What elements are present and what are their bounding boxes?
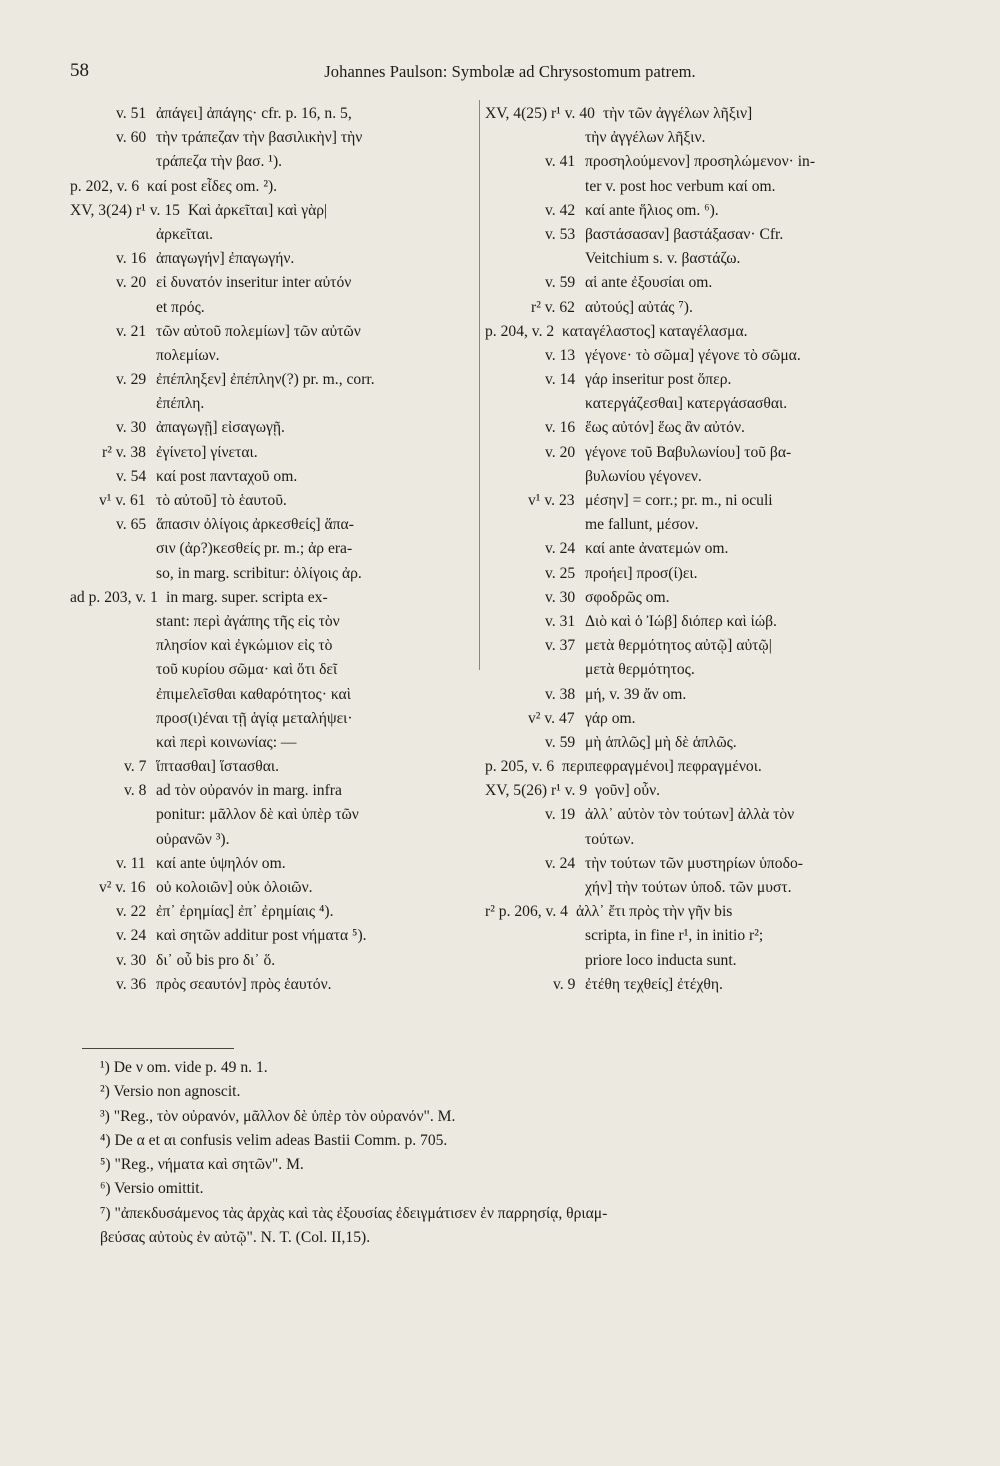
apparatus-line bbox=[70, 199, 470, 223]
line-reference: v. 24 bbox=[116, 927, 147, 945]
apparatus-line bbox=[485, 513, 925, 537]
line-text: γάρ om. bbox=[585, 709, 636, 727]
line-text: so, in marg. scribitur: ὀλίγοις ἀρ. bbox=[156, 564, 362, 582]
line-text: δι᾽ οὗ bis pro δι᾽ ὅ. bbox=[156, 951, 276, 969]
line-reference: v. 25 bbox=[545, 564, 576, 582]
apparatus-line bbox=[485, 586, 925, 610]
apparatus-line bbox=[485, 247, 925, 271]
apparatus-line bbox=[485, 876, 925, 900]
apparatus-line bbox=[485, 610, 925, 634]
line-reference: v. 21 bbox=[116, 322, 147, 340]
apparatus-line bbox=[70, 296, 470, 320]
line-text: τὴν τούτων τῶν μυστηρίων ὑποδο- bbox=[585, 854, 803, 872]
footnote-rule bbox=[82, 1048, 234, 1049]
line-text: ἕως αὐτόν] ἕως ἂν αὐτόν. bbox=[585, 419, 745, 437]
page-header bbox=[70, 60, 950, 88]
apparatus-line bbox=[70, 465, 470, 489]
apparatus-line bbox=[485, 441, 925, 465]
line-reference: v. 11 bbox=[116, 854, 146, 872]
apparatus-line bbox=[485, 126, 925, 150]
line-text: ἀπαγωγῇ] εἰσαγωγῇ. bbox=[156, 419, 285, 437]
apparatus-line bbox=[70, 779, 470, 803]
footnote: ⁷) "ἀπεκδυσάμενος τὰς ἀρχὰς καὶ τὰς ἐξουσίας ἐδειγμάτισεν ἐν παρρησίᾳ, θριαμ- bbox=[100, 1204, 608, 1222]
apparatus-line bbox=[485, 949, 925, 973]
apparatus-line bbox=[485, 416, 925, 440]
line-text: μή, v. 39 ἄν om. bbox=[585, 685, 687, 703]
apparatus-line bbox=[485, 489, 925, 513]
line-text: πολεμίων. bbox=[156, 346, 220, 364]
right-column bbox=[485, 102, 925, 997]
footnote: ⁴) De α et αι confusis velim adeas Bastii Comm. p. 705. bbox=[100, 1131, 448, 1149]
line-reference: v² v. 16 bbox=[99, 879, 146, 896]
line-text: ad τὸν οὐρανόν in marg. infra bbox=[156, 782, 342, 800]
line-text: καί post εἶδες om. ²). bbox=[147, 177, 278, 195]
line-reference: v. 36 bbox=[116, 975, 147, 993]
apparatus-line bbox=[485, 537, 925, 561]
line-text: καταγέλαστος] καταγέλασμα. bbox=[562, 322, 748, 340]
apparatus-line bbox=[485, 779, 925, 803]
line-reference: r² v. 62 bbox=[531, 298, 575, 316]
line-reference: v. 7 bbox=[124, 758, 147, 776]
apparatus-line bbox=[485, 828, 925, 852]
line-reference: v. 22 bbox=[116, 903, 147, 921]
apparatus-line bbox=[485, 803, 925, 827]
line-text: τράπεζα τὴν βασ. ¹). bbox=[156, 153, 283, 171]
line-text: τὴν τῶν ἀγγέλων λῆξιν] bbox=[603, 105, 753, 122]
running-title: Johannes Paulson: Symbolæ ad Chrysostomum patrem. bbox=[324, 62, 696, 81]
line-reference: r² v. 38 bbox=[102, 443, 146, 461]
apparatus-line bbox=[485, 150, 925, 174]
footnote: βεύσας αὐτοὺς ἐν αὐτῷ". N. T. (Col. II,15). bbox=[100, 1229, 371, 1247]
line-text: μὴ ἁπλῶς] μὴ δὲ ἁπλῶς. bbox=[585, 733, 737, 751]
line-text: ἀπάγει] ἀπάγης· cfr. p. 16, n. 5, bbox=[156, 105, 352, 122]
line-text: καὶ περὶ κοινωνίας: — bbox=[156, 733, 297, 751]
apparatus-line bbox=[485, 320, 925, 344]
line-text: et πρός. bbox=[156, 298, 205, 316]
line-text: τούτων. bbox=[585, 830, 635, 848]
line-reference: v. 65 bbox=[116, 516, 147, 534]
apparatus-line bbox=[70, 392, 470, 416]
apparatus-line bbox=[485, 707, 925, 731]
apparatus-line bbox=[485, 223, 925, 247]
line-text: ἀρκεῖται. bbox=[156, 225, 214, 243]
apparatus-line bbox=[485, 102, 925, 126]
apparatus-line bbox=[70, 900, 470, 924]
line-reference: v. 13 bbox=[545, 346, 576, 364]
line-text: προσηλούμενον] προσηλώμενον· in- bbox=[585, 153, 816, 171]
line-text: τὴν ἀγγέλων λῆξιν. bbox=[585, 129, 706, 147]
line-text: προήει] προσ(ί)ει. bbox=[585, 564, 698, 582]
line-text: ter v. post hoc verbum καί om. bbox=[585, 177, 776, 195]
footnote: ¹) De ν om. vide p. 49 n. 1. bbox=[100, 1059, 268, 1076]
apparatus-line bbox=[70, 683, 470, 707]
apparatus-line bbox=[485, 634, 925, 658]
apparatus-line bbox=[485, 175, 925, 199]
apparatus-line bbox=[70, 973, 470, 997]
line-reference: v. 24 bbox=[545, 540, 576, 558]
apparatus-line bbox=[70, 223, 470, 247]
line-text: γάρ inseritur post ὅπερ. bbox=[585, 371, 732, 389]
line-text: scripta, in fine r¹, in initio r²; bbox=[585, 927, 764, 945]
apparatus-line bbox=[485, 562, 925, 586]
line-reference: v. 59 bbox=[545, 733, 576, 751]
line-text: ἐπιμελεῖσθαι καθαρότητος· καὶ bbox=[156, 685, 351, 703]
line-reference: v. 41 bbox=[545, 153, 576, 171]
apparatus-line bbox=[70, 949, 470, 973]
line-reference: ad p. 203, v. 1 bbox=[70, 588, 158, 606]
line-text: βαστάσασαν] βαστάξασαν· Cfr. bbox=[585, 225, 784, 243]
line-text: σιν (ἀρ?)κεσθείς pr. m.; ἀρ era- bbox=[156, 540, 353, 558]
apparatus-line bbox=[485, 924, 925, 948]
line-reference: v. 37 bbox=[545, 637, 576, 655]
apparatus-line bbox=[70, 344, 470, 368]
line-reference: v. 9 bbox=[553, 975, 576, 993]
footnote: ²) Versio non agnoscit. bbox=[100, 1083, 241, 1101]
line-text: γέγονε τοῦ Βαβυλωνίου] τοῦ βα- bbox=[585, 443, 792, 461]
apparatus-line bbox=[70, 175, 470, 199]
line-reference: v. 38 bbox=[545, 685, 576, 703]
apparatus-line bbox=[485, 344, 925, 368]
line-reference: v. 20 bbox=[545, 443, 576, 461]
apparatus-line bbox=[70, 707, 470, 731]
apparatus-line bbox=[70, 924, 470, 948]
apparatus-line bbox=[70, 610, 470, 634]
line-text: κατεργάζεσθαι] κατεργάσασθαι. bbox=[585, 395, 788, 413]
line-text: αὐτούς] αὐτάς ⁷). bbox=[585, 298, 693, 316]
line-text: τοῦ κυρίου σῶμα· καὶ ὅτι δεῖ bbox=[156, 661, 338, 679]
apparatus-line bbox=[70, 658, 470, 682]
line-text: ἐγίνετο] γίνεται. bbox=[156, 443, 258, 461]
line-reference: p. 205, v. 6 bbox=[485, 758, 555, 776]
apparatus-line bbox=[485, 900, 925, 924]
line-text: ἐπέπληξεν] ἐπέπλην(?) pr. m., corr. bbox=[156, 371, 375, 389]
line-reference: v² v. 47 bbox=[528, 709, 575, 727]
apparatus-line bbox=[485, 465, 925, 489]
line-reference: v. 30 bbox=[116, 951, 147, 969]
apparatus-line bbox=[70, 489, 470, 513]
apparatus-line bbox=[485, 973, 925, 997]
line-reference: p. 204, v. 2 bbox=[485, 322, 555, 340]
apparatus-line bbox=[70, 126, 470, 150]
line-text: βυλωνίου γέγονεν. bbox=[585, 467, 702, 485]
line-reference: v. 20 bbox=[116, 274, 147, 292]
line-text: ἀλλ᾽ αὐτὸν τὸν τούτων] ἀλλὰ τὸν bbox=[585, 806, 795, 824]
apparatus-line bbox=[485, 296, 925, 320]
line-text: τὸ αὐτοῦ] τὸ ἑαυτοῦ. bbox=[156, 492, 287, 509]
line-text: μετὰ θερμότητος. bbox=[585, 661, 695, 679]
line-reference: XV, 3(24) r¹ v. 15 bbox=[70, 201, 180, 219]
line-text: Διὸ καὶ ὁ Ἰώβ] διόπερ καὶ ἰώβ. bbox=[585, 612, 777, 630]
column-divider bbox=[479, 100, 480, 670]
apparatus-line bbox=[70, 368, 470, 392]
apparatus-line bbox=[485, 852, 925, 876]
line-text: σφοδρῶς om. bbox=[585, 588, 670, 606]
footnote: ³) "Reg., τὸν οὐρανόν, μᾶλλον δὲ ὑπὲρ τὸν οὐρανόν". M. bbox=[100, 1107, 456, 1125]
line-reference: v. 51 bbox=[116, 105, 147, 122]
apparatus-line bbox=[70, 247, 470, 271]
line-reference: v. 16 bbox=[545, 419, 576, 437]
line-text: καί ante ὑψηλόν om. bbox=[156, 854, 286, 872]
apparatus-line bbox=[70, 537, 470, 561]
line-text: Veitchium s. v. βαστάζω. bbox=[585, 250, 741, 268]
line-reference: p. 202, v. 6 bbox=[70, 177, 140, 195]
line-text: οὐρανῶν ³). bbox=[156, 830, 230, 848]
line-text: καί post πανταχοῦ om. bbox=[156, 467, 298, 485]
line-reference: v. 54 bbox=[116, 467, 147, 485]
apparatus-line bbox=[70, 755, 470, 779]
apparatus-line bbox=[70, 828, 470, 852]
line-text: πρὸς σεαυτόν] πρὸς ἑαυτόν. bbox=[156, 975, 332, 993]
apparatus-line bbox=[70, 876, 470, 900]
line-text: stant: περὶ ἀγάπης τῆς εἰς τὸν bbox=[156, 612, 340, 630]
line-text: ἐπ᾽ ἐρημίας] ἐπ᾽ ἐρημίαις ⁴). bbox=[156, 903, 334, 921]
footnote: ⁵) "Reg., νήματα καὶ σητῶν". M. bbox=[100, 1156, 304, 1174]
line-reference: v. 8 bbox=[124, 782, 147, 800]
line-reference: v. 59 bbox=[545, 274, 576, 292]
apparatus-line bbox=[70, 731, 470, 755]
line-reference: v¹ v. 23 bbox=[528, 492, 575, 509]
footnote: ⁶) Versio omittit. bbox=[100, 1180, 204, 1198]
apparatus-line bbox=[70, 852, 470, 876]
apparatus-line bbox=[70, 150, 470, 174]
line-reference: v. 30 bbox=[545, 588, 576, 606]
apparatus-line bbox=[70, 586, 470, 610]
apparatus-line bbox=[485, 199, 925, 223]
line-reference: v¹ v. 61 bbox=[99, 492, 146, 509]
line-text: τῶν αὐτοῦ πολεμίων] τῶν αὐτῶν bbox=[156, 322, 361, 340]
line-reference: v. 19 bbox=[545, 806, 576, 824]
line-text: εἰ δυνατόν inseritur inter αὐτόν bbox=[156, 274, 352, 292]
line-reference: XV, 5(26) r¹ v. 9 bbox=[485, 782, 588, 800]
apparatus-line bbox=[485, 368, 925, 392]
apparatus-line bbox=[485, 658, 925, 682]
line-text: χήν] τὴν τούτων ὑποδ. τῶν μυστ. bbox=[585, 879, 792, 896]
line-reference: v. 31 bbox=[545, 612, 576, 630]
line-text: οὐ κολοιῶν] οὐκ ὀλοιῶν. bbox=[156, 879, 313, 896]
apparatus-line bbox=[70, 634, 470, 658]
line-text: me fallunt, μέσον. bbox=[585, 516, 699, 534]
line-text: ἀπαγωγήν] ἐπαγωγήν. bbox=[156, 250, 295, 268]
line-text: μετὰ θερμότητος αὐτῷ] αὐτῷ| bbox=[585, 637, 772, 655]
line-text: Καὶ ἀρκεῖται] καὶ γὰρ| bbox=[188, 201, 328, 219]
line-text: καί ante ἀνατεμών om. bbox=[585, 540, 729, 558]
page-number: 58 bbox=[70, 60, 89, 81]
apparatus-line bbox=[70, 513, 470, 537]
line-reference: v. 53 bbox=[545, 225, 576, 243]
line-reference: v. 29 bbox=[116, 371, 147, 389]
line-reference: v. 60 bbox=[116, 129, 147, 147]
line-text: ponitur: μᾶλλον δὲ καὶ ὑπὲρ τῶν bbox=[156, 806, 359, 824]
line-text: προσ(ι)έναι τῇ ἁγίᾳ μεταλήψει· bbox=[156, 709, 353, 727]
apparatus-line bbox=[485, 755, 925, 779]
line-reference: v. 42 bbox=[545, 201, 576, 219]
apparatus-line bbox=[485, 683, 925, 707]
line-reference: v. 16 bbox=[116, 250, 147, 268]
line-reference: v. 30 bbox=[116, 419, 147, 437]
line-text: γοῦν] οὖν. bbox=[595, 782, 661, 800]
apparatus-line bbox=[70, 320, 470, 344]
line-text: ἐπέπλη. bbox=[156, 395, 205, 413]
line-text: καὶ σητῶν additur post νήματα ⁵). bbox=[156, 927, 367, 945]
line-text: περιπεφραγμένοι] πεφραγμένοι. bbox=[562, 758, 762, 776]
line-reference: v. 24 bbox=[545, 854, 576, 872]
line-text: priore loco inducta sunt. bbox=[585, 951, 737, 969]
apparatus-line bbox=[70, 562, 470, 586]
line-text: in marg. super. scripta ex- bbox=[166, 588, 328, 606]
line-text: ἅπασιν ὀλίγοις ἀρκεσθείς] ἅπα- bbox=[156, 516, 354, 534]
line-text: καί ante ἥλιος om. ⁶). bbox=[585, 201, 719, 219]
apparatus-line bbox=[485, 731, 925, 755]
apparatus-line bbox=[70, 102, 470, 126]
line-reference: XV, 4(25) r¹ v. 40 bbox=[485, 105, 595, 122]
line-text: αἱ ante ἐξουσίαι om. bbox=[585, 274, 713, 292]
line-reference: r² p. 206, v. 4 bbox=[485, 903, 568, 921]
line-text: ἵπτασθαι] ἵστασθαι. bbox=[156, 758, 280, 776]
apparatus-line bbox=[70, 803, 470, 827]
footnotes bbox=[100, 1056, 960, 1250]
line-text: ἀλλ᾽ ἔτι πρὸς τὴν γῆν bis bbox=[576, 903, 733, 921]
line-text: πλησίον καὶ ἐγκώμιον εἰς τὸ bbox=[156, 637, 333, 655]
line-reference: v. 14 bbox=[545, 371, 576, 389]
line-text: γέγονε· τὸ σῶμα] γέγονε τὸ σῶμα. bbox=[585, 346, 801, 364]
apparatus-line bbox=[485, 271, 925, 295]
apparatus-line bbox=[70, 441, 470, 465]
line-text: τὴν τράπεζαν τὴν βασιλικὴν] τὴν bbox=[156, 129, 363, 147]
left-column bbox=[70, 102, 470, 997]
line-text: ἐτέθη τεχθείς] ἐτέχθη. bbox=[585, 975, 723, 993]
apparatus-line bbox=[485, 392, 925, 416]
apparatus-line bbox=[70, 416, 470, 440]
line-text: μέσην] = corr.; pr. m., ni oculi bbox=[585, 492, 773, 509]
apparatus-line bbox=[70, 271, 470, 295]
